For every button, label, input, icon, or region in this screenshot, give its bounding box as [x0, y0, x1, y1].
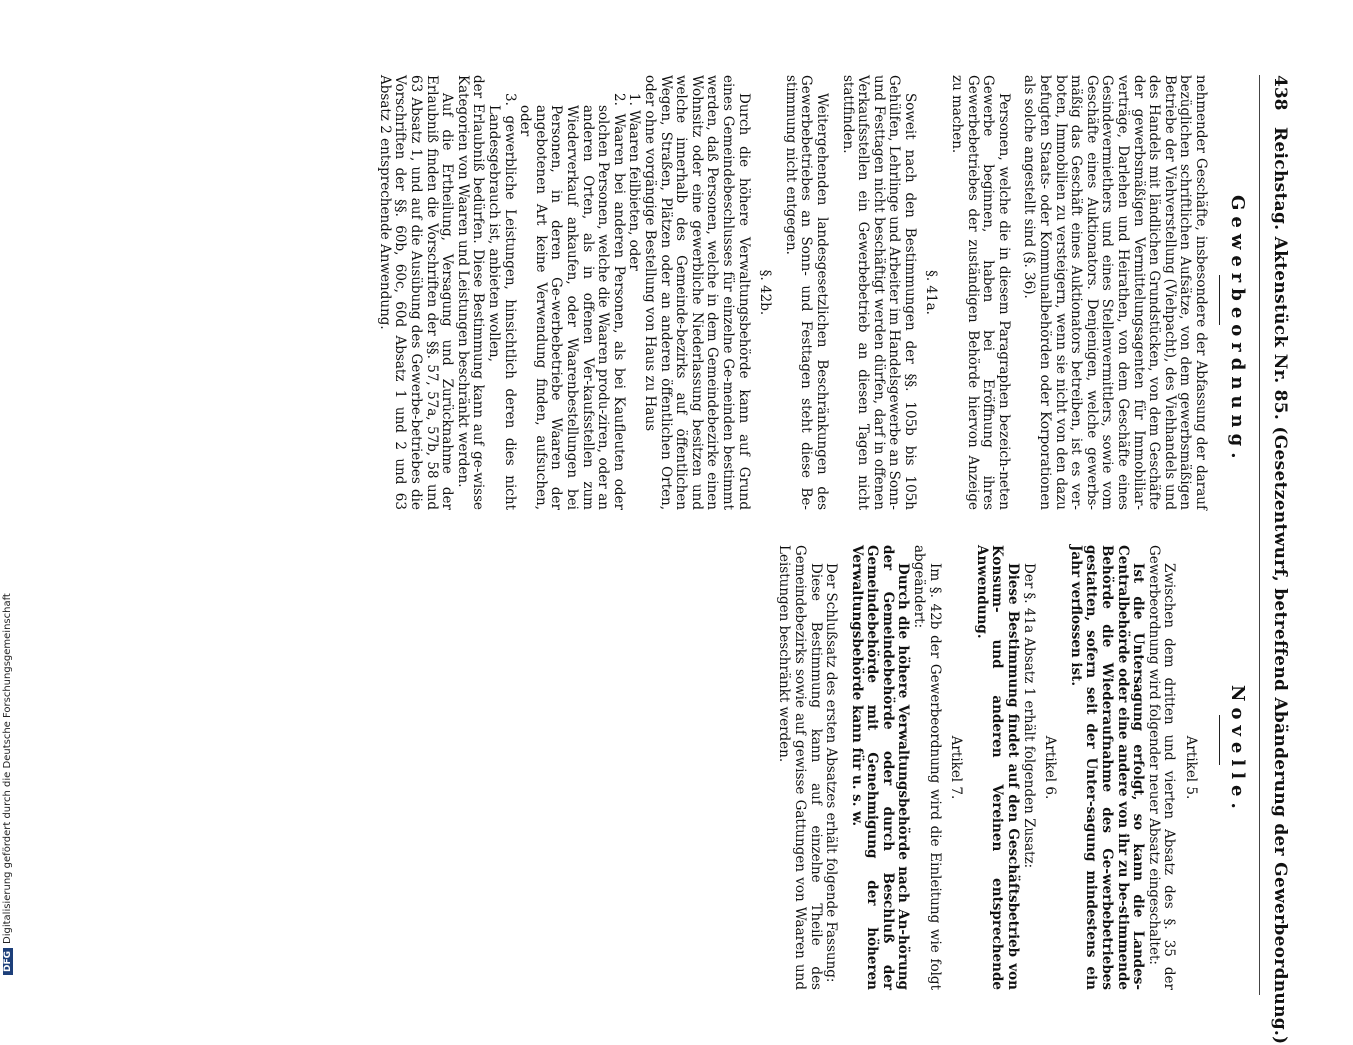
paragraph: Diese Bestimmung kann auf einzelne Theile des Gemeindebezirks sowie auf gewisse Gattungen von Waaren und Leistungen beschränkt werden.: [776, 545, 824, 990]
right-section-title: Novelle.: [1227, 685, 1248, 815]
running-title: Reichstag. Aktenstück Nr. 85. (Gesetzentwurf, betreffend Abänderung der Gewerbeordnung.): [1270, 127, 1290, 1045]
right-column: [776, 545, 1208, 990]
bold-paragraph: Ist die Untersagung erfolgt, so kann die Landes-Centralbehörde oder eine andere von ihr zu be-stimmende Behörde die Wiederaufnahme des Ge-werbebetriebes gestatten, sofern seit der Unter-sagung mindestens ein Jahr verflossen ist.: [1067, 545, 1147, 990]
list-item: 3. gewerbliche Leistungen, hinsichtlich deren dies nicht Landesgebrauch ist, anbieten wollen,: [486, 93, 518, 510]
paragraph: Weitergehenden landesgesetzlichen Beschränkungen des Gewerbebetriebes an Sonn- und Festtagen steht diese Be-stimmung nicht entgegen.: [782, 75, 830, 510]
paragraph: Der §. 41a Absatz 1 erhält folgenden Zusatz:: [1020, 563, 1037, 869]
left-section-rule: [1219, 275, 1220, 325]
right-section-rule: [1219, 715, 1220, 765]
bold-paragraph: Durch die höhere Verwaltungsbehörde nach An-hörung der Gemeindebehörde oder durch Beschluß der Gemeindebehörde mit Genehmigung der höheren Verwaltungsbehörde kann für u. s. w.: [848, 545, 912, 990]
scanned-page: [60, 75, 1290, 1045]
paragraph: Im §. 42b der Gewerbeordnung wird die Einleitung wie folgt abgeändert:: [911, 545, 943, 990]
left-section-title: Gewerbeordnung.: [1227, 195, 1248, 465]
paragraph: Auf die Ertheilung, Versagung und Zurücknahme der Erlaubniß finden die Vorschriften der §§. 57, 57a, 57b, 58 und 63 Absatz 1, und auf die Ausübung des Gewerbe-betriebes die Vorschriften der §§. 60b, 60c, 60d Absatz 1 und 2 und 63 Absatz 2 entsprechende Anwendung.: [376, 75, 456, 510]
header-rule: [1259, 75, 1260, 995]
section-heading: §. 41a.: [923, 270, 940, 315]
digitization-credit: [2, 593, 26, 995]
paragraph: Der Schlußsatz des ersten Absatzes erhält folgende Fassung:: [823, 563, 840, 983]
paragraph: Durch die höhere Verwaltungsbehörde kann auf Grund eines Gemeindebeschlusses für einzelne Ge-meinden bestimmt werden, daß Personen, welche in dem Gemeindebezirke einen Wohnsitz oder eine gewerbliche Niederlassung besitzen und welche innerhalb des Gemeinde-bezirks auf öffentlichen Wegen, Straßen, Plätzen oder an anderen öffentlichen Orten, oder ohne vorgängige Bestellung von Haus zu Haus: [642, 75, 752, 510]
paragraph: Soweit nach den Bestimmungen der §§. 105b bis 105h Gehülfen, Lehrlinge und Arbeiter im Handelsgewerbe an Sonn- und Festtagen nicht beschäftigt werden dürfen, darf in offenen Verkaufsstellen ein Gewerbebetrieb an diesen Tagen nicht stattfinden.: [839, 75, 918, 510]
list-item: 1. Waaren feilbieten, oder: [626, 93, 643, 271]
article-heading: Artikel 5.: [1183, 735, 1199, 800]
page-number: 438: [1270, 75, 1290, 111]
article-heading: Artikel 7.: [948, 735, 965, 800]
paragraph: der Erlaubniß bedürfen. Diese Bestimmung kann auf ge-wisse Kategorien von Waaren und Leistungen beschränkt werden.: [454, 75, 487, 510]
paragraph: Personen, welche die in diesem Paragraphen bezeich-neten Gewerbe beginnen, haben bei Eröffnung ihres Gewerbebetriebes der zuständigen Behörde hiervon Anzeige zu machen.: [949, 75, 1012, 510]
paragraph: Zwischen dem dritten und vierten Absatz des §. 35 der Gewerbeordnung wird folgender neuer Absatz eingeschaltet:: [1145, 545, 1178, 990]
list-item: 2. Waaren bei anderen Personen, als bei Kaufleuten oder solchen Personen, welche die Waaren produ-ziren, oder an anderen Orten, als in offenen Ver-kaufsstellen zum Wiederverkauf ankaufen, oder Waarenbestellungen bei Personen, in deren Ge-werbebetriebe Waaren der angebotenen Art keine Verwendung finden, aufsuchen, oder: [517, 93, 627, 510]
credit-text: Digitalisierung gefördert durch die Deutsche Forschungsgemeinschaft: [2, 593, 13, 944]
left-column: [376, 75, 1208, 510]
page-header: [1264, 75, 1290, 1045]
bold-paragraph: Diese Bestimmung findet auf den Geschäftsbetrieb von Konsum- und anderen Vereinen entsprechende Anwendung.: [973, 545, 1022, 990]
dfg-logo: DFG: [3, 948, 13, 975]
paragraph: nehmender Geschäfte, insbesondere der Abfassung der darauf bezüglichen schriftlichen Aufsätze, von dem gewerbsmäßigen Betriebe der Viehverstellung (Viehpacht), des Viehhandels und des Handels mit ländlichen Grundstücken, von dem Geschäfte der gewerbsmäßigen Vermittelungsagenten für Immobiliar-verträge, Darlehen und Heirathen, von dem Geschäfte eines Gesindevermiethers und eines Stellenvermittlers, sowie vom Geschäfte eines Auktionators. Denjenigen, welche gewerbs-mäßig das Geschäft eines Auktionators betreiben, ist es ver-boten, Immobilien zu versteigern, wenn sie nicht von den dazu befugten Staats- oder Kommunalbehörden oder Korporationen als solche angestellt sind (§. 36).: [1021, 75, 1209, 510]
section-heading: §. 42b.: [757, 269, 774, 316]
article-heading: Artikel 6.: [1042, 735, 1059, 800]
